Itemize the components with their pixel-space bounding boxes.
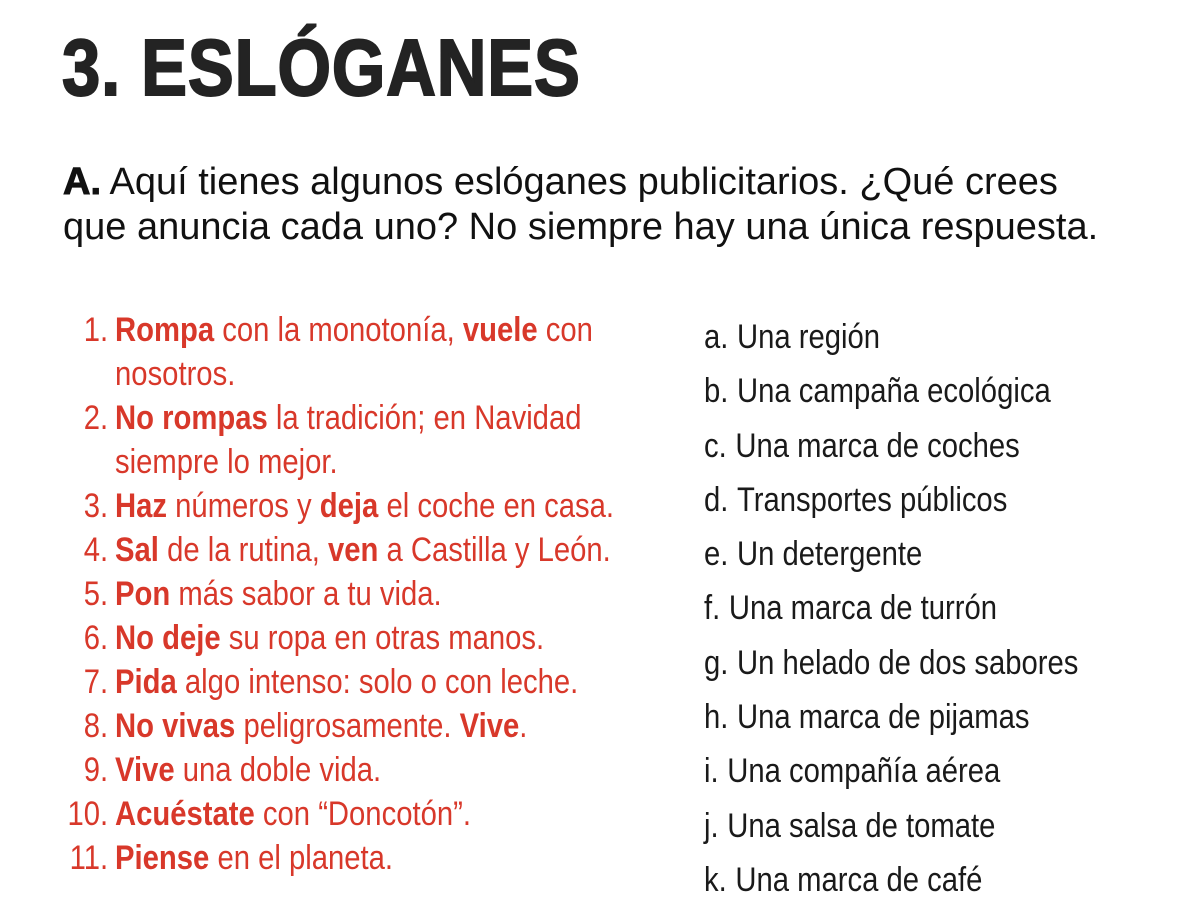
slogan-verb: vuele: [462, 311, 538, 349]
option-item: [704, 636, 1117, 690]
slogan-number: 3.: [83, 487, 109, 525]
slogan-verb: Vive: [459, 707, 520, 745]
option-letter: h.: [704, 698, 729, 737]
slogan-text-part: .: [519, 707, 528, 745]
slogan-verb: Pon: [115, 575, 171, 613]
option-letter: i.: [704, 752, 719, 791]
slogan-item: [60, 704, 696, 748]
slogan-item: [60, 396, 696, 484]
slogan-text: [115, 528, 631, 572]
slogan-text: [115, 748, 631, 792]
slogan-verb: Acuéstate: [115, 795, 255, 833]
slogan-verb: Pida: [115, 663, 177, 701]
option-letter: k.: [704, 860, 727, 899]
slogan-text-part: con nosotros.: [115, 311, 593, 393]
slogan-text: [115, 484, 631, 528]
slogan-text-part: la tradición; en Navidad siempre lo mejor.: [115, 399, 582, 481]
slogan-item: [60, 572, 696, 616]
slogan-text: [115, 660, 631, 704]
option-text: Una marca de café: [735, 860, 983, 899]
option-item: [704, 419, 1117, 473]
slogan-item: [60, 484, 696, 528]
slogan-text: [115, 704, 631, 748]
slogan-item: [60, 660, 696, 704]
instruction-letter: A.: [63, 161, 101, 203]
slogan-text-part: con “Doncotón”.: [254, 795, 471, 833]
option-text: Una campaña ecológica: [736, 372, 1051, 411]
slogan-verb: No vivas: [115, 707, 236, 745]
option-item: [704, 527, 1117, 581]
slogan-text-part: algo intenso: solo o con leche.: [176, 663, 579, 701]
option-text: Una marca de coches: [735, 426, 1020, 465]
option-text: Una región: [736, 318, 881, 356]
option-text: Una marca de pijamas: [736, 698, 1030, 737]
slogan-text: [115, 572, 631, 616]
slogan-text-part: a Castilla y León.: [378, 531, 611, 569]
slogan-text: [115, 836, 631, 880]
slogan-text-part: una doble vida.: [174, 751, 382, 789]
option-item: [704, 310, 1117, 364]
page-title: 3. ESLÓGANES: [62, 23, 581, 112]
slogan-text-part: peligrosamente.: [235, 707, 460, 745]
slogan-text-part: en el planeta.: [209, 839, 394, 877]
slogan-number: 6.: [83, 619, 109, 657]
slogan-number: 8.: [83, 707, 109, 745]
slogan-item: [60, 528, 696, 572]
option-list: [704, 310, 1184, 907]
slogan-verb: Sal: [115, 531, 159, 569]
option-letter: d.: [704, 480, 729, 519]
slogan-verb: Haz: [115, 487, 168, 525]
slogan-text: [115, 308, 631, 396]
slogan-text-part: números y: [167, 487, 320, 525]
slogan-text: [115, 616, 631, 660]
option-item: [704, 364, 1117, 418]
option-letter: c.: [704, 426, 727, 465]
slogan-text-part: con la monotonía,: [214, 311, 463, 349]
slogan-item: [60, 836, 696, 880]
slogan-number: 2.: [83, 399, 109, 437]
slogan-number: 5.: [83, 575, 109, 613]
slogan-item: [60, 792, 696, 836]
option-letter: b.: [704, 372, 729, 411]
slogan-item: [60, 308, 696, 396]
option-letter: j.: [704, 806, 719, 845]
option-item: [704, 799, 1117, 853]
slogan-verb: Piense: [115, 839, 210, 877]
option-text: Una salsa de tomate: [727, 806, 996, 845]
option-item: [704, 853, 1117, 907]
slogan-number: 1.: [83, 311, 109, 349]
slogan-text-part: más sabor a tu vida.: [170, 575, 442, 613]
slogan-item: [60, 616, 696, 660]
slogan-number: 7.: [83, 663, 109, 701]
slogan-verb: Rompa: [115, 311, 215, 349]
slogan-number: 4.: [83, 531, 109, 569]
option-item: [704, 744, 1117, 798]
slogan-text-part: de la rutina,: [158, 531, 328, 569]
option-text: Una compañía aérea: [727, 752, 1001, 791]
slogan-item: [60, 748, 696, 792]
slogan-verb: deja: [319, 487, 379, 525]
option-text: Una marca de turrón: [728, 589, 998, 628]
option-text: Transportes públicos: [736, 480, 1008, 519]
option-text: Un detergente: [736, 535, 923, 574]
slogan-text-part: el coche en casa.: [378, 487, 615, 525]
option-item: [704, 581, 1117, 635]
slogan-verb: ven: [327, 531, 379, 569]
option-letter: e.: [704, 535, 729, 574]
slogan-text: [115, 792, 631, 836]
slogan-number: 9.: [83, 751, 109, 789]
option-text: Un helado de dos sabores: [736, 643, 1079, 682]
slogan-number: 11.: [69, 839, 109, 877]
option-letter: a.: [704, 318, 729, 356]
slogan-verb: No deje: [115, 619, 221, 657]
slogan-verb: Vive: [115, 751, 175, 789]
slogan-text: [115, 396, 631, 484]
slogan-text-part: su ropa en otras manos.: [220, 619, 545, 657]
slogan-number: 10.: [67, 795, 109, 833]
option-item: [704, 473, 1117, 527]
instruction-text: Aquí tienes algunos eslóganes publicitarios. ¿Qué crees que anuncia cada uno? No siempre hay una única respuesta.: [63, 161, 1099, 248]
option-letter: f.: [704, 589, 721, 628]
option-letter: g.: [704, 643, 729, 682]
instruction-paragraph: [63, 160, 1103, 250]
option-item: [704, 690, 1117, 744]
slogan-list: [60, 308, 700, 880]
slogan-verb: No rompas: [115, 399, 268, 437]
